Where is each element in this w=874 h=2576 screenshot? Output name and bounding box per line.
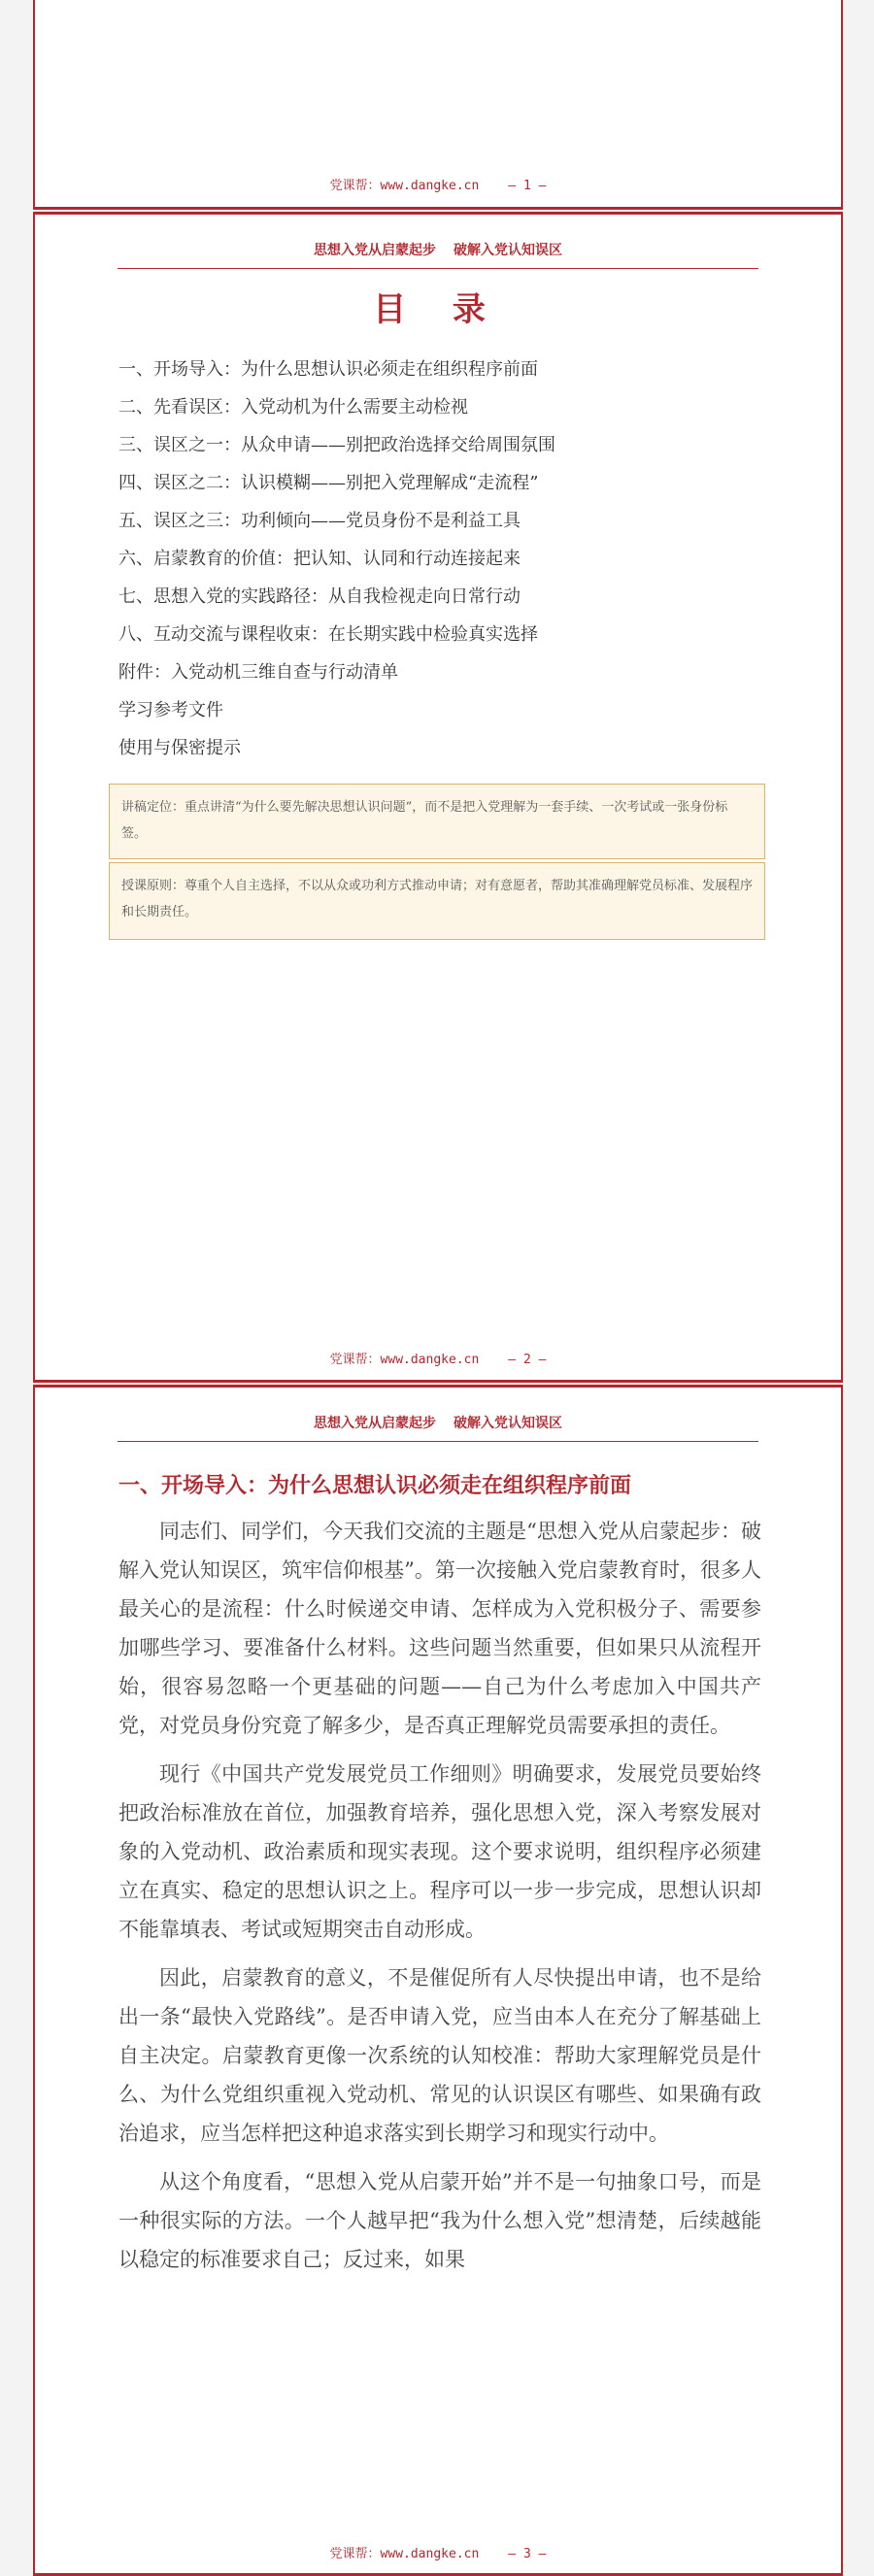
footer-site: 党课帮：www.dangke.cn [329,1353,480,1367]
page-header [118,238,758,269]
toc-item[interactable]: 七、思想入党的实践路径：从自我检视走向日常行动 [118,586,521,607]
page-2 [33,212,843,1383]
section-body [118,1512,761,2289]
toc-item[interactable]: 三、误区之一：从众申请——别把政治选择交给周围氛围 [118,435,555,455]
footer-site: 党课帮：www.dangke.cn [329,179,480,193]
paragraph: 现行《中国共产党发展党员工作细则》明确要求，发展党员要始终把政治标准放在首位，加强教育培养，强化思想入党，深入考察发展对象的入党动机、政治素质和现实表现。这个要求说明，组织程序必须建立在真实、稳定的思想认识之上。程序可以一步一步完成，思想认识却不能靠填表、考试或短期突击自动形成。 [118,1762,761,1941]
header-right: 破解入党认知误区 [454,1416,562,1431]
toc-item[interactable]: 五、误区之三：功利倾向——党员身份不是利益工具 [118,511,521,531]
page-3 [33,1385,843,2576]
toc-item[interactable]: 使用与保密提示 [118,738,241,758]
page-footer [35,1349,841,1367]
toc-item[interactable]: 二、先看误区：入党动机为什么需要主动检视 [118,397,468,418]
paragraph: 同志们、同学们，今天我们交流的主题是“思想入党从启蒙起步：破解入党认知误区，筑牢信仰根基”。第一次接触入党启蒙教育时，很多人最关心的是流程：什么时候递交申请、怎样成为入党积极分子、需要参加哪些学习、要准备什么材料。这些问题当然重要，但如果只从流程开始，很容易忽略一个更基础的问题——自己为什么考虑加入中国共产党，对党员身份究竟了解多少，是否真正理解党员需要承担的责任。 [118,1520,761,1737]
page-footer [35,175,841,193]
note-positioning: 讲稿定位：重点讲清“为什么要先解决思想认识问题”，而不是把入党理解为一套手续、一次考试或一张身份标签。 [109,784,765,859]
page-number: — 3 — [508,2547,547,2561]
toc-title: 目 录 [373,290,503,329]
toc-item[interactable]: 四、误区之二：认识模糊——别把入党理解成“走流程” [118,473,539,493]
header-left: 思想入党从启蒙起步 [314,243,436,258]
toc-item[interactable]: 八、互动交流与课程收束：在长期实践中检验真实选择 [118,624,538,645]
note-principles: 授课原则：尊重个人自主选择，不以从众或功利方式推动申请；对有意愿者，帮助其准确理解党员标准、发展程序和长期责任。 [109,862,765,940]
page-number: — 2 — [508,1353,547,1367]
page-footer [35,2543,841,2561]
header-right: 破解入党认知误区 [454,243,562,258]
paragraph: 从这个角度看，“思想入党从启蒙开始”并不是一句抽象口号，而是一种很实际的方法。一个人越早把“我为什么想入党”想清楚，后续越能以稳定的标准要求自己；反过来，如果 [118,2170,761,2271]
page-header [118,1411,758,1442]
toc-item[interactable]: 学习参考文件 [118,700,223,720]
toc-item[interactable]: 一、开场导入：为什么思想认识必须走在组织程序前面 [118,359,538,380]
footer-site: 党课帮：www.dangke.cn [329,2547,480,2561]
header-left: 思想入党从启蒙起步 [314,1416,436,1431]
toc-item[interactable]: 附件：入党动机三维自查与行动清单 [118,662,398,683]
page-1 [33,0,843,210]
page-number: — 1 — [508,179,547,193]
toc-item[interactable]: 六、启蒙教育的价值：把认知、认同和行动连接起来 [118,549,521,569]
section-title: 一、开场导入：为什么思想认识必须走在组织程序前面 [118,1474,632,1498]
paragraph: 因此，启蒙教育的意义，不是催促所有人尽快提出申请，也不是给出一条“最快入党路线”。是否申请入党，应当由本人在充分了解基础上自主决定。启蒙教育更像一次系统的认知校准：帮助大家理解党员是什么、为什么党组织重视入党动机、常见的认识误区有哪些、如果确有政治追求，应当怎样把这种追求落实到长期学习和现实行动中。 [118,1966,761,2145]
toc-list [118,351,555,767]
